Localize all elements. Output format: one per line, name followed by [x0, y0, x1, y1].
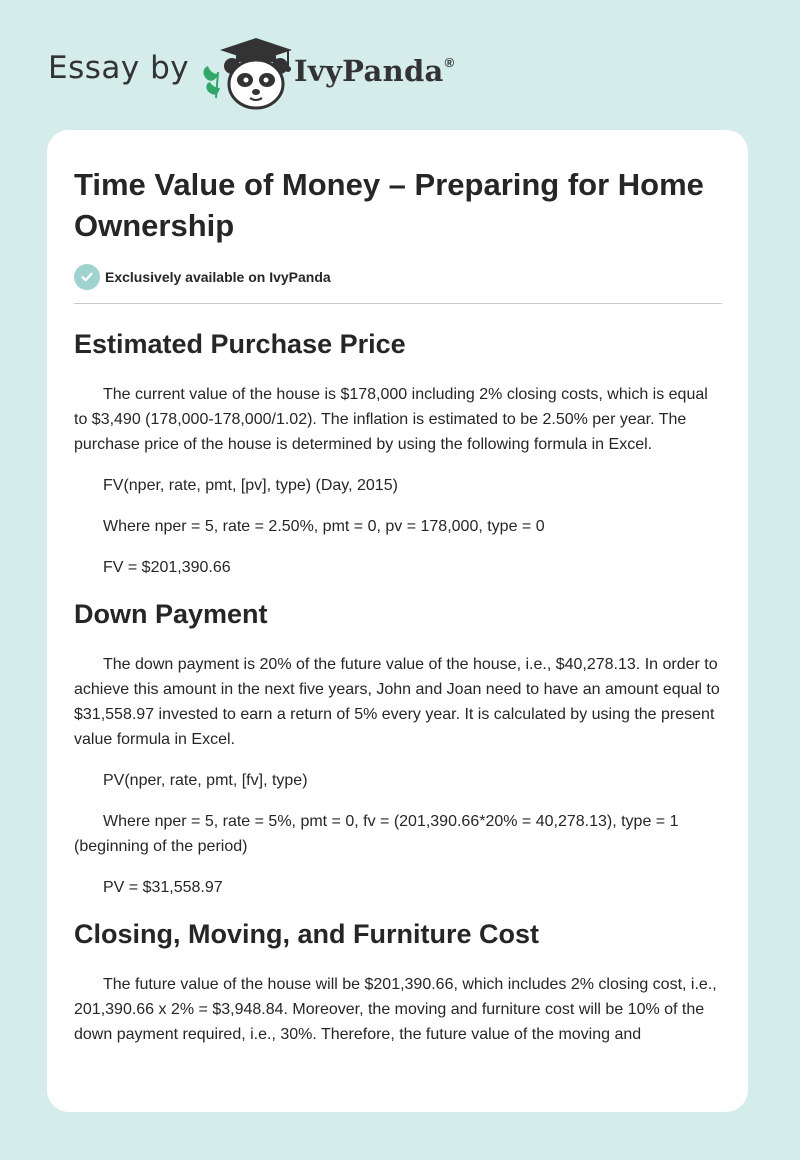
paragraph: PV(nper, rate, pmt, [fv], type) — [103, 772, 308, 789]
section-closing-moving-furniture — [74, 916, 722, 1047]
paragraph: FV(nper, rate, pmt, [pv], type) (Day, 2015) — [103, 477, 398, 494]
title-divider — [74, 303, 722, 304]
badge-text: Exclusively available on IvyPanda — [105, 269, 331, 285]
article-body — [74, 326, 722, 1063]
panda-graduate-icon — [200, 36, 292, 110]
essay-by-label: Essay by — [48, 50, 190, 86]
paragraph: FV = $201,390.66 — [103, 559, 231, 576]
brand-name: IvyPanda® — [294, 54, 455, 88]
section-down-payment — [74, 596, 722, 900]
brand-header[interactable] — [48, 34, 468, 114]
paragraph: Where nper = 5, rate = 2.50%, pmt = 0, pv = 178,000, type = 0 — [103, 518, 545, 535]
paragraph: Where nper = 5, rate = 5%, pmt = 0, fv = (201,390.66*20% = 40,278.13), type = 1 (beginning of the period) — [74, 813, 679, 855]
paragraph: PV = $31,558.97 — [103, 879, 223, 896]
section-heading: Closing, Moving, and Furniture Cost — [74, 919, 539, 949]
paragraph: The current value of the house is $178,000 including 2% closing costs, which is equal to $3,490 (178,000-178,000/1.02). The inflation is estimated to be 2.50% per year. The purchase price of the house is determined by using the following formula in Excel. — [74, 386, 708, 453]
check-circle-icon — [74, 264, 100, 290]
page-title: Time Value of Money – Preparing for Home Ownership — [74, 167, 704, 243]
paragraph: The down payment is 20% of the future value of the house, i.e., $40,278.13. In order to achieve this amount in the next five years, John and Joan need to have an amount equal to $31,558.97 invested to earn a return of 5% every year. It is calculated by using the present value formula in Excel. — [74, 656, 720, 748]
section-heading: Down Payment — [74, 599, 268, 629]
paragraph: The future value of the house will be $201,390.66, which includes 2% closing cost, i.e., 201,390.66 x 2% = $3,948.84. Moreover, the moving and furniture cost will be 10% of the down payment required, i.e., 30%. Therefore, the future value of the moving and — [74, 976, 717, 1043]
section-estimated-purchase-price — [74, 326, 722, 580]
essay-card — [47, 130, 748, 1112]
exclusive-badge — [74, 264, 331, 290]
registered-mark: ® — [444, 55, 455, 70]
section-heading: Estimated Purchase Price — [74, 329, 406, 359]
